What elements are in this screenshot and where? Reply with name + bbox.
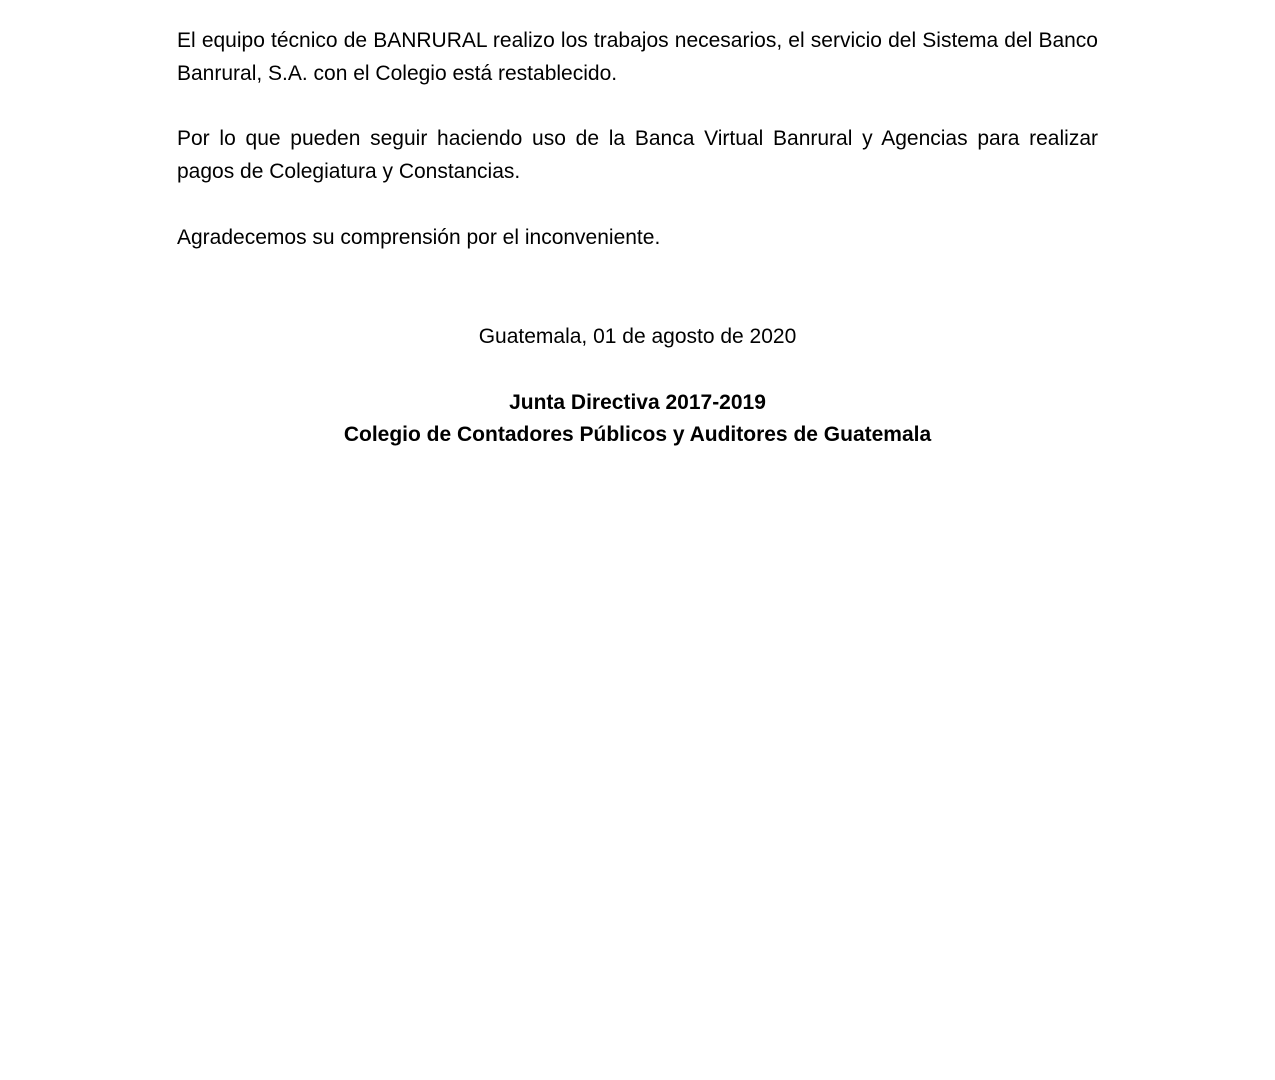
signature-organization: Colegio de Contadores Públicos y Auditores de Guatemala — [343, 423, 932, 446]
date-line: Guatemala, 01 de agosto de 2020 — [478, 325, 797, 348]
paragraph-service-restored: El equipo técnico de BANRURAL realizo los trabajos necesarios, el servicio del Sistema del Banco Banrural, S.A. con el Colegio está restablecido. — [177, 29, 1098, 85]
paragraph-thanks: Agradecemos su comprensión por el inconveniente. — [177, 226, 661, 249]
signature-board: Junta Directiva 2017-2019 — [509, 391, 766, 414]
paragraph-payment-channels: Por lo que pueden seguir haciendo uso de la Banca Virtual Banrural y Agencias para realizar pagos de Colegiatura y Constancias. — [177, 127, 1098, 183]
